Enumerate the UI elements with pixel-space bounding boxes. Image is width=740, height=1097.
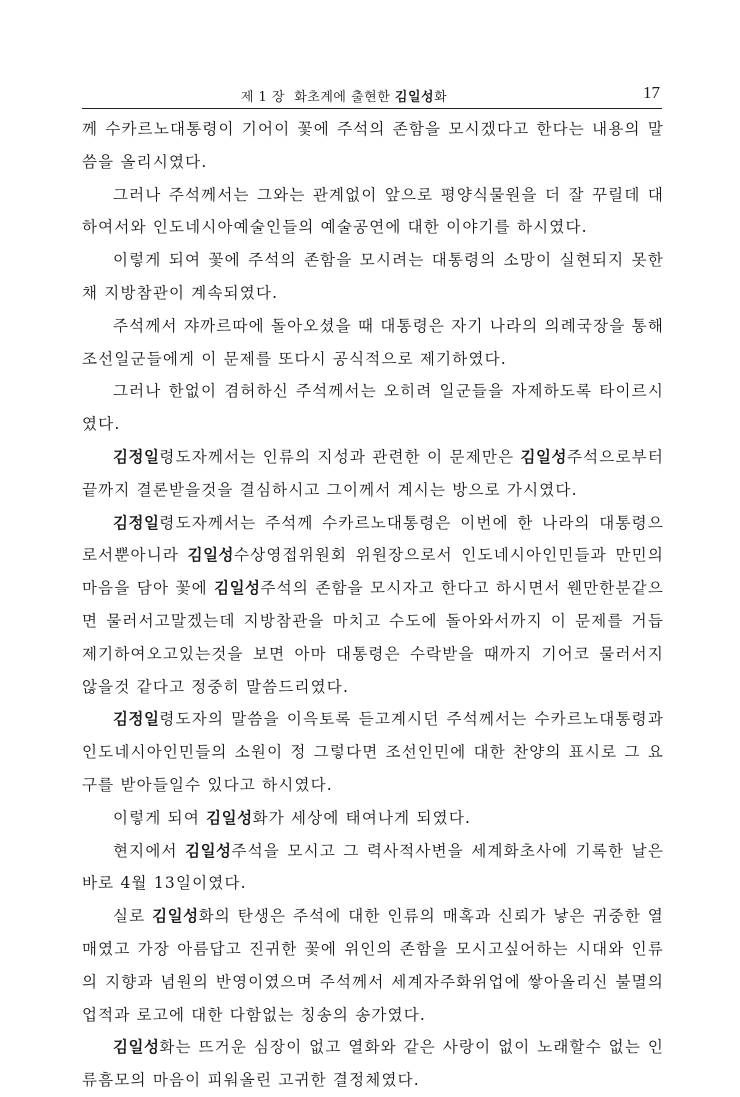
paragraph xyxy=(82,835,664,901)
text-segment: 께 수카르노대통령이 기어이 꽃에 주석의 존함을 모시겠다고 한다는 내용의 말씀을 올리시였다. xyxy=(82,120,664,171)
text-segment: 실로 xyxy=(113,907,153,926)
chapter-title xyxy=(82,86,606,105)
running-header xyxy=(82,80,662,110)
emphasized-name: 김정일 xyxy=(113,710,160,729)
text-segment: 화는 뜨거운 심장이 없고 열화와 같은 사랑이 없이 노래할수 없는 인류흠모의 마음이 피워올린 고귀한 결정체였다. xyxy=(82,1038,664,1090)
paragraph xyxy=(82,179,664,245)
paragraph xyxy=(82,802,664,835)
section-suffix: 화 xyxy=(434,90,448,105)
chapter-number: 제 1 장 xyxy=(240,90,285,105)
text-segment: 그러나 주석께서는 그와는 관계없이 앞으로 평양식물원을 더 잘 꾸릴데 대하여서와 인도네시아예술인들의 예술공연에 대한 이야기를 하시였다. xyxy=(82,185,664,237)
page-number: 17 xyxy=(643,83,660,102)
emphasized-name: 김일성 xyxy=(187,546,235,565)
text-segment: 화의 탄생은 주석에 대한 인류의 매혹과 신뢰가 낳은 귀중한 열매였고 가장 아름답고 진귀한 꽃에 위인의 존함을 모시고싶어하는 시대와 인류의 지향과 념원의 반영이였으며 주석께서 세계자주화위업에 쌓아올리신 불멸의 업적과 로고에 대한 다함없는 칭송의 송가였다. xyxy=(82,907,664,1024)
paragraph xyxy=(82,441,664,507)
paragraph xyxy=(82,703,664,801)
header-rule xyxy=(82,108,662,109)
paragraph xyxy=(82,375,664,441)
paragraph xyxy=(82,244,664,310)
text-segment: 주석께서 쟈까르따에 돌아오셨을 때 대통령은 자기 나라의 의례국장을 통해 조선일군들에게 이 문제를 또다시 공식적으로 제기하였다. xyxy=(82,316,664,368)
section-title: 화초계에 출현한 xyxy=(294,90,391,105)
text-segment: 이렇게 되여 xyxy=(113,808,207,827)
paragraph xyxy=(82,113,664,179)
emphasized-name: 김정일 xyxy=(113,513,160,532)
emphasized-name: 김일성 xyxy=(185,841,232,860)
text-segment: 령도자께서는 인류의 지성과 관련한 이 문제만은 xyxy=(159,447,521,466)
emphasized-name: 김정일 xyxy=(113,447,160,466)
body-text xyxy=(82,113,664,1097)
paragraph xyxy=(82,507,664,704)
emphasized-name: 김일성 xyxy=(214,579,261,598)
text-segment: 수상영접위원회 위원장으로서 인도네시아인민들과 만민의 마음을 담아 꽃에 xyxy=(82,546,664,598)
emphasized-name: 김일성 xyxy=(520,447,567,466)
text-segment: 그러나 한없이 겸허하신 주석께서는 오히려 일군들을 자제하도록 타이르시였다. xyxy=(82,382,664,434)
section-name: 김일성 xyxy=(394,90,435,105)
emphasized-name: 김일성 xyxy=(206,808,253,827)
paragraph xyxy=(82,900,664,1031)
emphasized-name: 김일성 xyxy=(113,1038,160,1057)
text-segment: 이렇게 되여 꽃에 주석의 존함을 모시려는 대통령의 소망이 실현되지 못한채 지방참관이 계속되였다. xyxy=(82,251,664,302)
text-segment: 주석의 존함을 모시자고 한다고 하시면서 웬만한분같으면 물러서고말겠는데 지방참관을 마치고 수도에 돌아와서까지 이 문제를 거듭 제기하여오고있는것을 보면 아마 대통령은 수락받을 때까지 기어코 물러서지 않을것 같다고 정중히 말씀드리였다. xyxy=(82,579,664,696)
emphasized-name: 김일성 xyxy=(152,907,199,926)
paragraph xyxy=(82,1031,664,1097)
text-segment: 령도자께서는 주석께 수카르노대통령은 이번에 한 나라의 대통령으로서뿐아니라 xyxy=(82,513,664,565)
text-segment: 주석을 모시고 그 력사적사변을 세계화초사에 기록한 날은 바로 4월 13일이였다. xyxy=(82,841,664,893)
text-segment: 현지에서 xyxy=(113,841,186,860)
text-segment: 주석으로부터 끝까지 결론받을것을 결심하시고 그이께서 계시는 방으로 가시였다. xyxy=(82,447,664,499)
paragraph xyxy=(82,310,664,376)
text-segment: 령도자의 말씀을 이윽토록 듣고계시던 주석께서는 수카르노대통령과 인도네시아인민들의 소원이 정 그렇다면 조선인민에 대한 찬양의 표시로 그 요구를 받아들일수 있다고 하시였다. xyxy=(82,710,664,794)
text-segment: 화가 세상에 태여나게 되였다. xyxy=(252,808,472,827)
